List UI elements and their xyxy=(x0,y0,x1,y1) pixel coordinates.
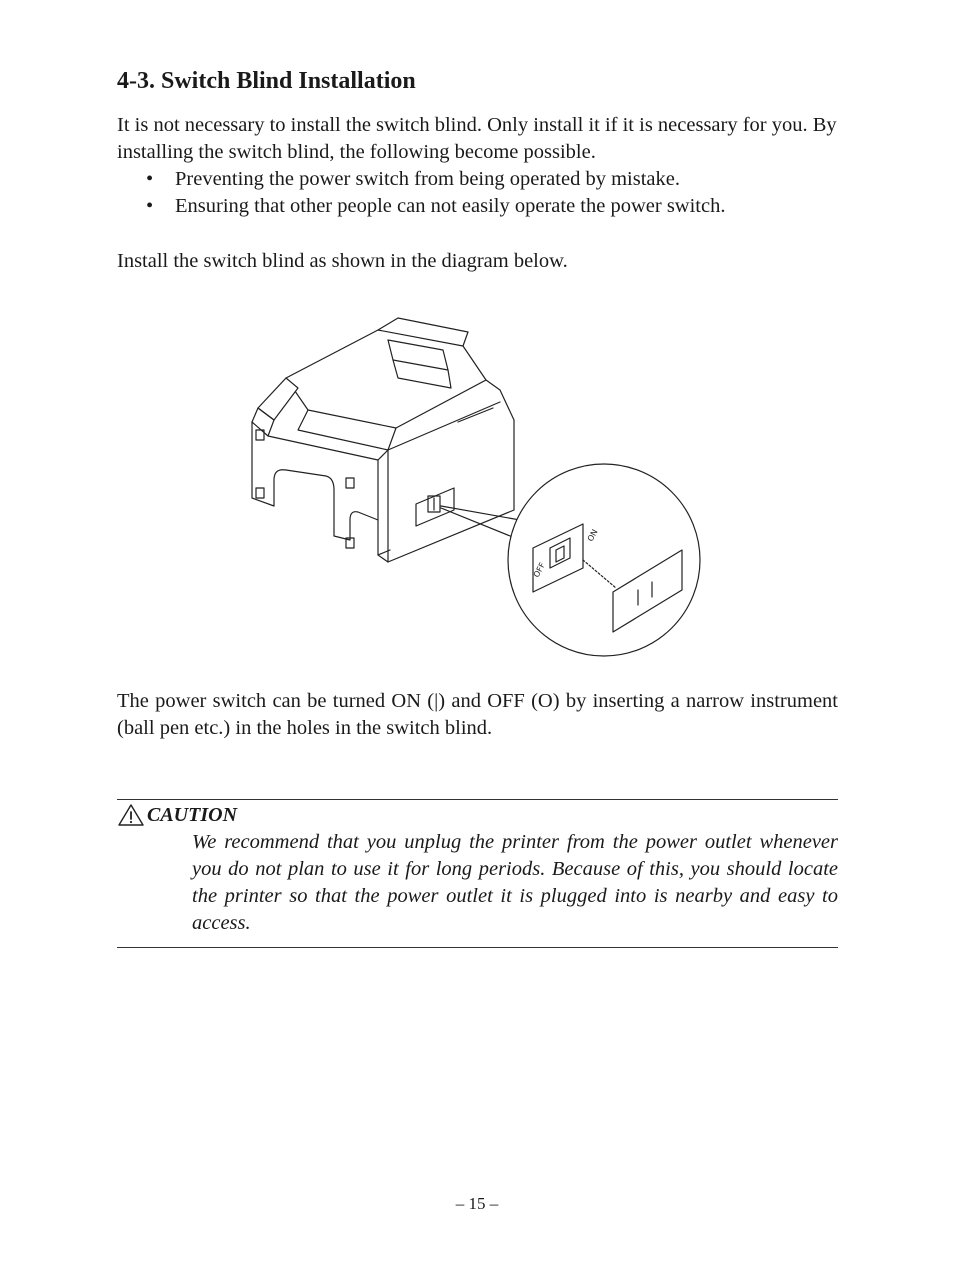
caution-heading xyxy=(117,803,237,827)
section-title: 4-3. Switch Blind Installation xyxy=(117,68,416,94)
caution-text: We recommend that you unplug the printer from the power outlet whenever you do not plan to use it for long periods. Because of this, you should locate the printer so that the power outlet it is plugged into is nearby and easy to access. xyxy=(192,831,838,934)
printer-diagram xyxy=(238,310,708,662)
list-item-text: Ensuring that other people can not easily operate the power switch. xyxy=(175,195,726,217)
list-item xyxy=(117,193,838,220)
bullet-marker: • xyxy=(146,195,154,217)
intro-paragraph: It is not necessary to install the switch blind. Only install it if it is necessary for you. By installing the switch blind, the following become possible. xyxy=(117,114,837,163)
caution-top-rule xyxy=(117,799,838,800)
install-instruction: Install the switch blind as shown in the diagram below. xyxy=(117,250,568,272)
printer-illustration xyxy=(252,318,520,562)
page-number: – 15 – xyxy=(455,1194,499,1213)
warning-icon xyxy=(117,803,145,827)
caution-bottom-rule xyxy=(117,947,838,948)
bullet-marker: • xyxy=(146,168,154,190)
list-item-text: Preventing the power switch from being operated by mistake. xyxy=(175,168,680,190)
benefit-list xyxy=(117,166,838,220)
power-switch-paragraph: The power switch can be turned ON (|) and OFF (O) by inserting a narrow instrument (ball pen etc.) in the holes in the switch blind. xyxy=(117,690,838,739)
list-item xyxy=(117,166,838,193)
caution-label: CAUTION xyxy=(147,803,238,826)
on-label: ON xyxy=(585,527,600,543)
off-label: OFF xyxy=(531,561,548,579)
